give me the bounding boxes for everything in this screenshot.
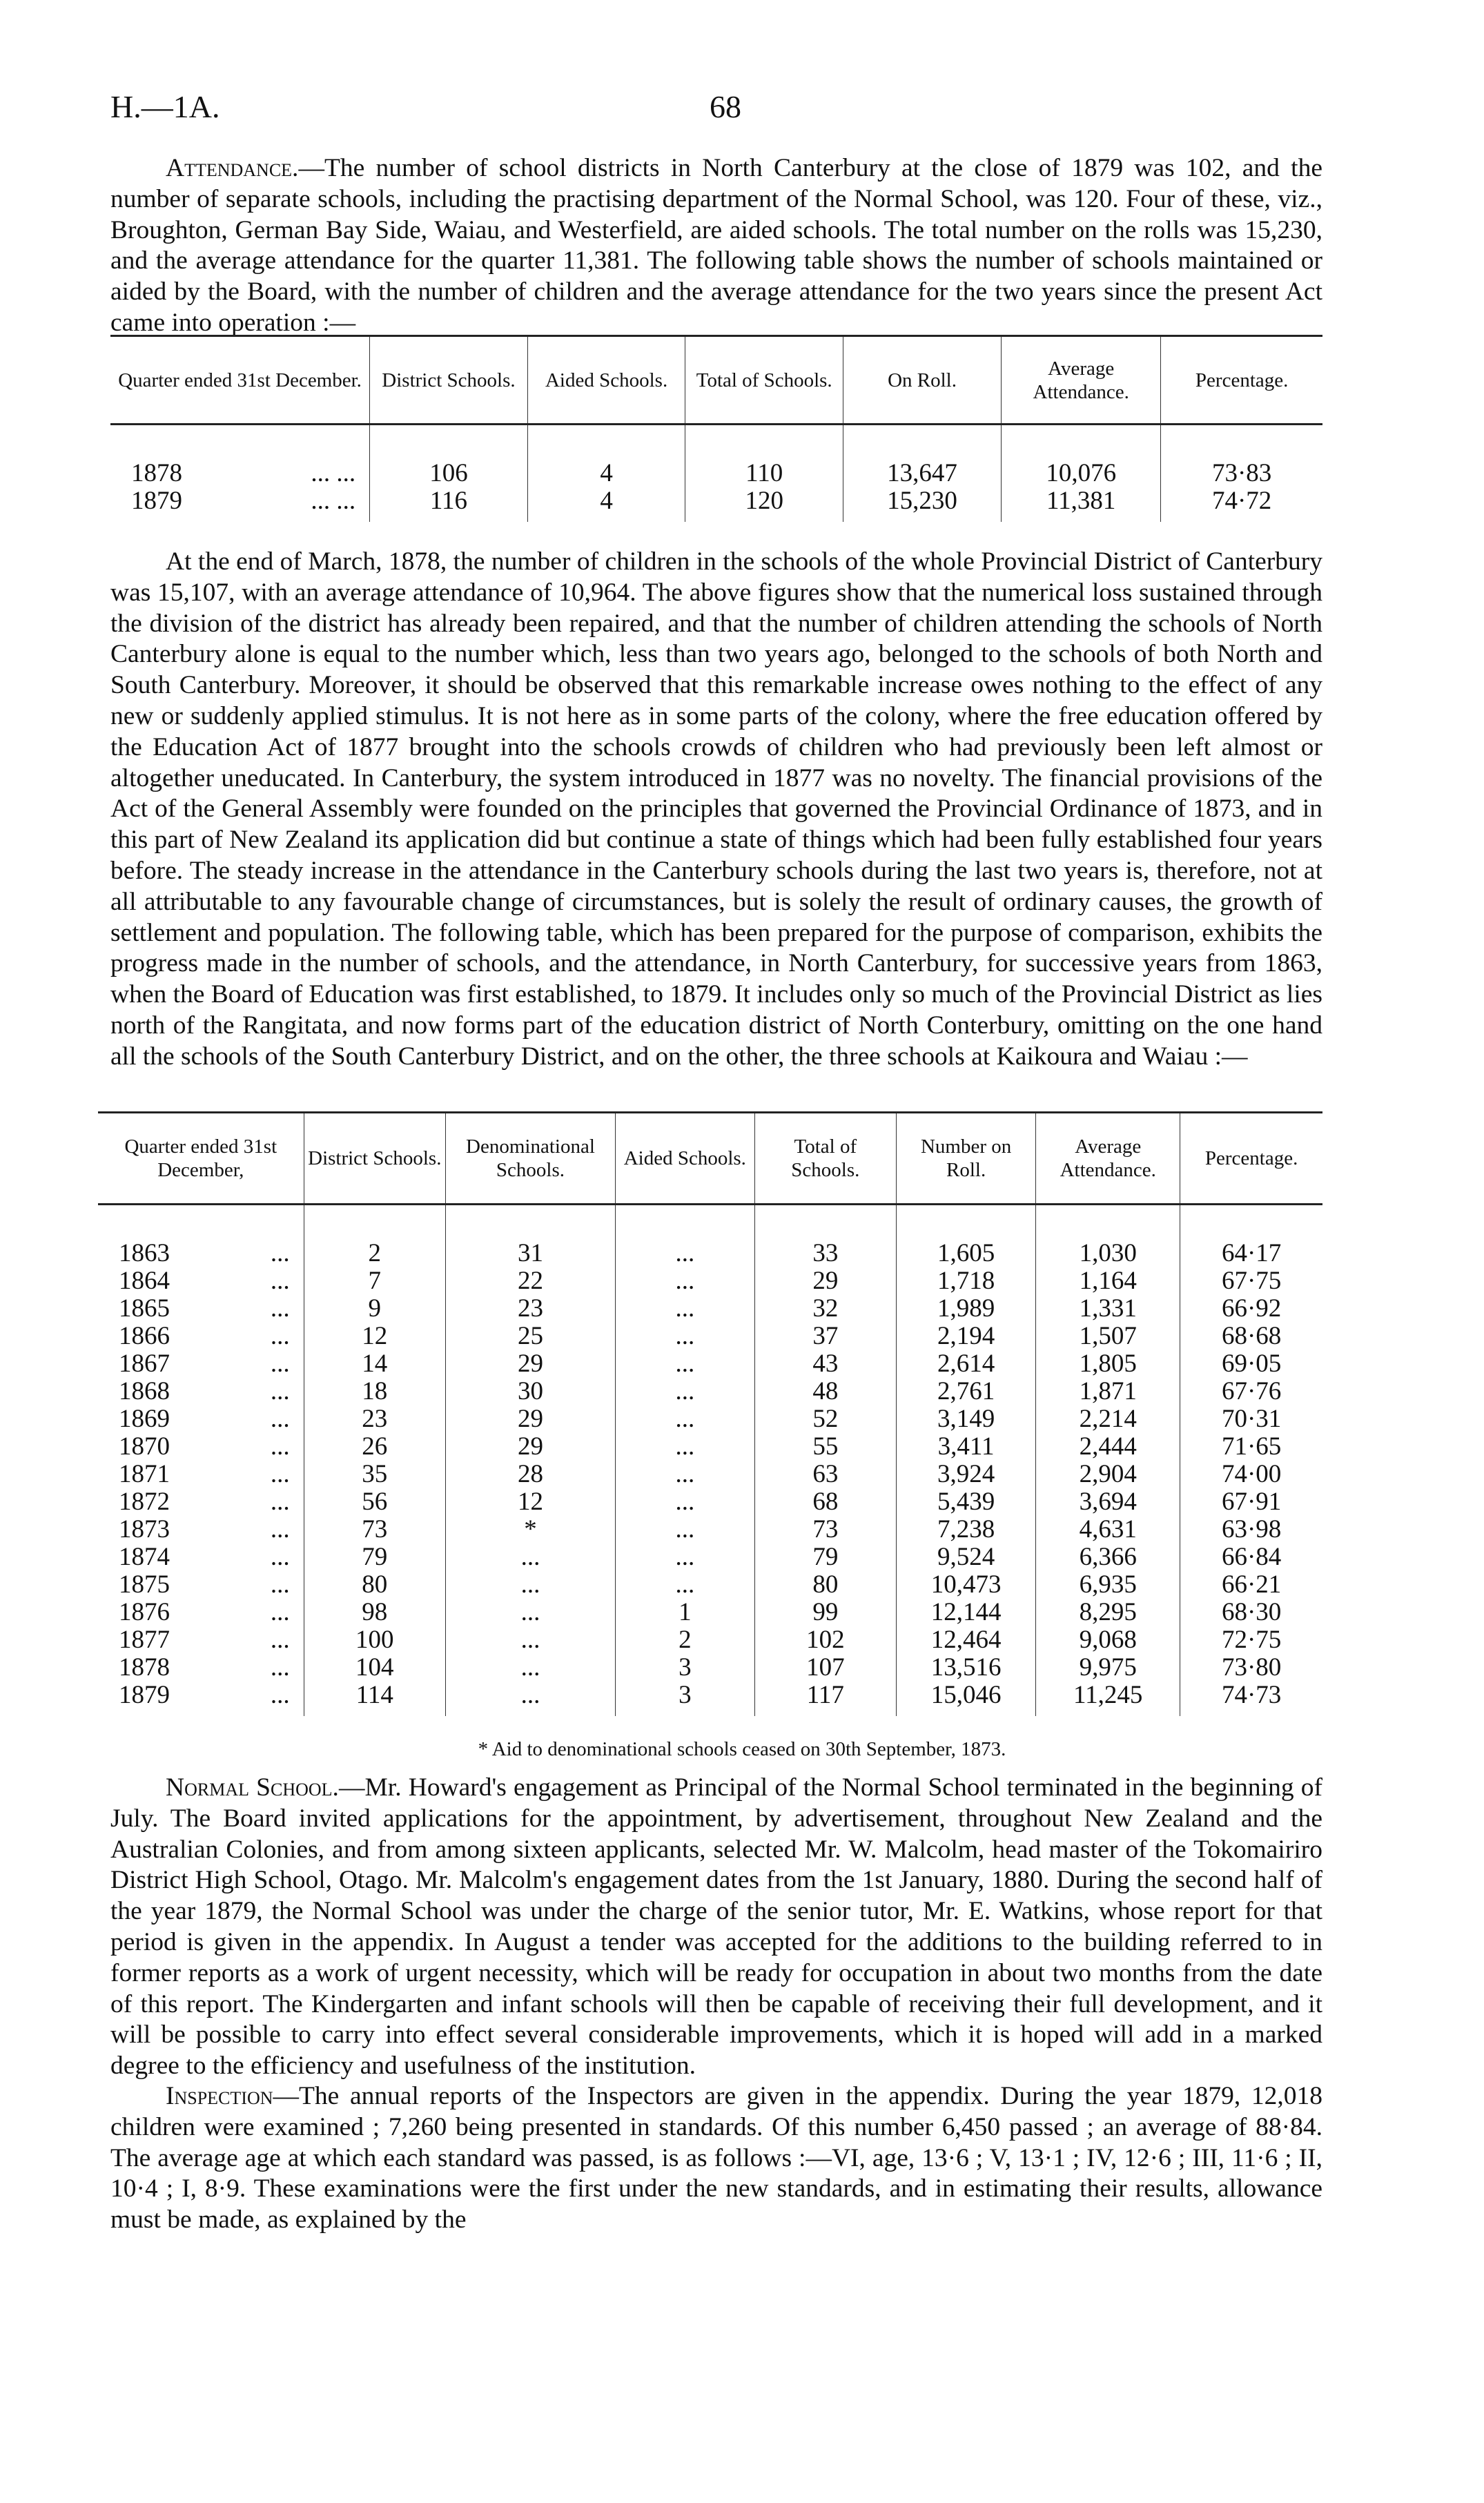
leader-dots: ... xyxy=(270,1653,290,1682)
table-cell: 1,164 xyxy=(1036,1267,1180,1295)
table-cell: ... xyxy=(615,1571,754,1599)
table-cell: 5,439 xyxy=(896,1488,1035,1516)
table-row xyxy=(98,1405,1322,1433)
leader-dots: ... xyxy=(270,1294,290,1323)
table-cell: 79 xyxy=(754,1543,896,1571)
column-header: Percentage. xyxy=(1161,336,1322,425)
table-cell: 31 xyxy=(445,1205,615,1268)
table-cell: 22 xyxy=(445,1267,615,1295)
table-cell: ... xyxy=(615,1205,754,1268)
table-cell: 3 xyxy=(615,1682,754,1716)
table-cell: ... xyxy=(445,1626,615,1654)
normal-school-paragraph xyxy=(110,1773,1322,2082)
table-row xyxy=(98,1488,1322,1516)
year-cell xyxy=(98,1543,304,1571)
table-cell: 120 xyxy=(685,487,843,522)
table-cell: 110 xyxy=(685,425,843,488)
table-cell: 12 xyxy=(304,1323,445,1350)
table-cell: 102 xyxy=(754,1626,896,1654)
table-cell: 4 xyxy=(527,425,685,488)
column-header: Aided Schools. xyxy=(527,336,685,425)
table-cell: ... xyxy=(615,1267,754,1295)
year-cell xyxy=(98,1295,304,1323)
table-cell: 3,411 xyxy=(896,1433,1035,1461)
table-row xyxy=(110,425,1322,488)
table-cell: ... xyxy=(615,1323,754,1350)
table-cell: 1,871 xyxy=(1036,1378,1180,1405)
table-cell: 2,444 xyxy=(1036,1433,1180,1461)
column-header: Number on Roll. xyxy=(896,1113,1035,1205)
table-cell: 80 xyxy=(304,1571,445,1599)
table-cell: 9,068 xyxy=(1036,1626,1180,1654)
year: 1871 xyxy=(119,1460,170,1488)
table-cell: 56 xyxy=(304,1488,445,1516)
table-cell: 15,046 xyxy=(896,1682,1035,1716)
table-cell: 104 xyxy=(304,1654,445,1682)
year-cell xyxy=(98,1682,304,1716)
year: 1864 xyxy=(119,1267,170,1295)
table-cell: 67·76 xyxy=(1180,1378,1322,1405)
column-header: Average Attendance. xyxy=(1036,1113,1180,1205)
table-cell: 2,614 xyxy=(896,1350,1035,1378)
table-cell: 12,464 xyxy=(896,1626,1035,1654)
table-cell: ... xyxy=(445,1543,615,1571)
table-cell: 9,975 xyxy=(1036,1654,1180,1682)
table-row xyxy=(98,1654,1322,1682)
table-cell: 9 xyxy=(304,1295,445,1323)
table-row xyxy=(98,1626,1322,1654)
table-row xyxy=(98,1516,1322,1543)
leader-dots: ... ... xyxy=(311,459,356,487)
table-cell: 48 xyxy=(754,1378,896,1405)
year-cell xyxy=(98,1433,304,1461)
table-cell: 7,238 xyxy=(896,1516,1035,1543)
column-header: District Schools. xyxy=(304,1113,445,1205)
paragraph-text: —The number of school districts in North Canterbury at the close of 1879 was 102, and the number of separate schools, including the practising department of the Normal School, was 120. Four of these, viz., Broughton, German Bay Side, Waiau, and Westerfield, are aided schools. The total number on the rolls was 15,230, and the average attendance for the quarter 11,381. The following table shows the number of schools maintained or aided by the Board, with the number of children and the average attendance for the two years since the present Act came into operation :— xyxy=(110,154,1322,337)
year-cell xyxy=(98,1626,304,1654)
table-cell: 28 xyxy=(445,1461,615,1488)
table-cell: 1,030 xyxy=(1036,1205,1180,1268)
table-cell: 2,214 xyxy=(1036,1405,1180,1433)
leader-dots: ... xyxy=(270,1570,290,1599)
table-row xyxy=(98,1461,1322,1488)
year-cell xyxy=(98,1205,304,1268)
leader-dots: ... xyxy=(270,1239,290,1267)
table-row xyxy=(98,1682,1322,1716)
year-cell xyxy=(98,1654,304,1682)
inspection-paragraph xyxy=(110,2081,1322,2236)
table-cell: 37 xyxy=(754,1323,896,1350)
leader-dots: ... xyxy=(270,1377,290,1405)
year-cell xyxy=(110,425,370,488)
year: 1869 xyxy=(119,1405,170,1433)
table-cell: ... xyxy=(615,1350,754,1378)
leader-dots: ... xyxy=(270,1322,290,1350)
table-cell: 73 xyxy=(304,1516,445,1543)
table-row xyxy=(98,1599,1322,1626)
year-cell xyxy=(98,1267,304,1295)
table-cell: ... xyxy=(615,1461,754,1488)
year: 1878 xyxy=(119,1653,170,1682)
paragraph-text: —Mr. Howard's engagement as Principal of the Normal School terminated in the beginning of July. The Board invited applications for the appointment, by advertisement, throughout New Zealand and the Australian Colonies, and from among sixteen applicants, selected Mr. W. Malcolm, head master of the Tokomairiro District High School, Otago. Mr. Malcolm's engagement dates from the 1st January, 1880. During the second half of the year 1879, the Normal School was under the charge of the senior tutor, Mr. E. Watkins, whose report for that period is given in the appendix. In August a tender was accepted for the additions to the building referred to in former reports as a work of urgent necessity, which will be ready for occupation in about two months from the date of this report. The Kindergarten and infant schools will then be capable of receiving their full development, and it will be possible to carry into effect several considerable improvements, which it is hoped will add in a marked degree to the efficiency and usefulness of the institution. xyxy=(110,1773,1323,2081)
table-cell: 74·72 xyxy=(1161,487,1322,522)
table-cell: 74·73 xyxy=(1180,1682,1322,1716)
column-header: Total of Schools. xyxy=(685,336,843,425)
year-cell xyxy=(98,1405,304,1433)
table-cell: 15,230 xyxy=(843,487,1002,522)
column-header: On Roll. xyxy=(843,336,1002,425)
table-cell: ... xyxy=(445,1571,615,1599)
table-cell: 3,924 xyxy=(896,1461,1035,1488)
footnote: * Aid to denominational schools ceased on 30th September, 1873. xyxy=(478,1738,1006,1760)
comparison-paragraph xyxy=(110,547,1322,1073)
paragraph-text: —The annual reports of the Inspectors are given in the appendix. During the year 1879, 12,018 children were examined ; 7,260 being presented in standards. Of this number 6,450 passed ; an average of 88·84. The average age at which each standard was passed, is as follows :—VI, age, 13·6 ; V, 13·1 ; IV, 12·6 ; III, 11·6 ; II, 10·4 ; I, 8·9. These examinations were the first under the new standards, and in estimating their results, allowance must be made, as explained by the xyxy=(110,2082,1322,2234)
table-cell: 100 xyxy=(304,1626,445,1654)
table-cell: 8,295 xyxy=(1036,1599,1180,1626)
leader-dots: ... xyxy=(270,1681,290,1709)
year-cell xyxy=(98,1599,304,1626)
table-cell: 4,631 xyxy=(1036,1516,1180,1543)
column-header: District Schools. xyxy=(370,336,528,425)
table-row xyxy=(98,1350,1322,1378)
table-cell: 12 xyxy=(445,1488,615,1516)
page-number: 68 xyxy=(710,89,741,124)
table-cell: 29 xyxy=(445,1433,615,1461)
table-cell: * xyxy=(445,1516,615,1543)
section-lead: Attendance. xyxy=(166,154,299,182)
table-row xyxy=(98,1433,1322,1461)
table-cell: 12,144 xyxy=(896,1599,1035,1626)
table-cell: 68·68 xyxy=(1180,1323,1322,1350)
year: 1867 xyxy=(119,1350,170,1378)
table-cell: 114 xyxy=(304,1682,445,1716)
year-cell xyxy=(98,1488,304,1516)
table-cell: 67·75 xyxy=(1180,1267,1322,1295)
table-cell: 98 xyxy=(304,1599,445,1626)
table-cell: 4 xyxy=(527,487,685,522)
year: 1866 xyxy=(119,1322,170,1350)
table-cell: ... xyxy=(445,1654,615,1682)
table-cell: 66·84 xyxy=(1180,1543,1322,1571)
table-cell: 68·30 xyxy=(1180,1599,1322,1626)
leader-dots: ... xyxy=(270,1543,290,1571)
table-cell: 3,149 xyxy=(896,1405,1035,1433)
leader-dots: ... xyxy=(270,1460,290,1488)
year: 1863 xyxy=(119,1239,170,1267)
year: 1879 xyxy=(119,1681,170,1709)
year-cell xyxy=(110,487,370,522)
table-cell: 23 xyxy=(445,1295,615,1323)
table-cell: 7 xyxy=(304,1267,445,1295)
table-cell: ... xyxy=(615,1488,754,1516)
table-cell: 2 xyxy=(304,1205,445,1268)
table-row xyxy=(110,487,1322,522)
table-row xyxy=(98,1378,1322,1405)
table-cell: 80 xyxy=(754,1571,896,1599)
attendance-table-1863-1879 xyxy=(98,1111,1322,1716)
year: 1873 xyxy=(119,1515,170,1543)
attendance-table-1878-1879 xyxy=(110,335,1322,522)
table-cell: ... xyxy=(615,1378,754,1405)
table-row xyxy=(98,1571,1322,1599)
table-cell: 18 xyxy=(304,1378,445,1405)
table-cell: 10,076 xyxy=(1002,425,1161,488)
table-cell: 99 xyxy=(754,1599,896,1626)
table-cell: 64·17 xyxy=(1180,1205,1322,1268)
table-cell: 63 xyxy=(754,1461,896,1488)
table-cell: 2,904 xyxy=(1036,1461,1180,1488)
table-cell: 70·31 xyxy=(1180,1405,1322,1433)
table-cell: 52 xyxy=(754,1405,896,1433)
table-cell: 66·92 xyxy=(1180,1295,1322,1323)
table-cell: 117 xyxy=(754,1682,896,1716)
table-cell: 67·91 xyxy=(1180,1488,1322,1516)
column-header: Denominational Schools. xyxy=(445,1113,615,1205)
table-cell: ... xyxy=(445,1599,615,1626)
year-cell xyxy=(98,1461,304,1488)
year-cell xyxy=(98,1571,304,1599)
table-cell: 1,805 xyxy=(1036,1350,1180,1378)
table-cell: 13,516 xyxy=(896,1654,1035,1682)
table-cell: 33 xyxy=(754,1205,896,1268)
table-cell: 30 xyxy=(445,1378,615,1405)
report-reference: H.—1A. xyxy=(110,89,220,124)
leader-dots: ... xyxy=(270,1598,290,1626)
year: 1876 xyxy=(119,1598,170,1626)
column-header: Quarter ended 31st December. xyxy=(118,369,362,391)
table-cell: 6,935 xyxy=(1036,1571,1180,1599)
table-cell: ... xyxy=(615,1405,754,1433)
table-cell: 43 xyxy=(754,1350,896,1378)
table-cell: 73 xyxy=(754,1516,896,1543)
year-cell xyxy=(98,1323,304,1350)
table-cell: 1,507 xyxy=(1036,1323,1180,1350)
table-row xyxy=(98,1295,1322,1323)
table-cell: 32 xyxy=(754,1295,896,1323)
table-cell: 1 xyxy=(615,1599,754,1626)
table-cell: 74·00 xyxy=(1180,1461,1322,1488)
leader-dots: ... xyxy=(270,1267,290,1295)
column-header: Average Attendance. xyxy=(1002,336,1161,425)
table-cell: 10,473 xyxy=(896,1571,1035,1599)
table-cell: ... xyxy=(615,1295,754,1323)
year-cell xyxy=(98,1516,304,1543)
table-cell: 55 xyxy=(754,1433,896,1461)
table-cell: 73·83 xyxy=(1161,425,1322,488)
leader-dots: ... xyxy=(270,1350,290,1378)
table-cell: 68 xyxy=(754,1488,896,1516)
table-cell: 3,694 xyxy=(1036,1488,1180,1516)
year: 1874 xyxy=(119,1543,170,1571)
table-cell: 1,605 xyxy=(896,1205,1035,1268)
table-cell: ... xyxy=(615,1433,754,1461)
table-cell: 9,524 xyxy=(896,1543,1035,1571)
table-cell: 14 xyxy=(304,1350,445,1378)
table-cell: 1,331 xyxy=(1036,1295,1180,1323)
year: 1865 xyxy=(119,1294,170,1323)
table-cell: 35 xyxy=(304,1461,445,1488)
section-lead: Normal School. xyxy=(166,1773,339,1802)
section-lead: Inspection xyxy=(166,2082,273,2110)
leader-dots: ... xyxy=(270,1515,290,1543)
table-cell: 106 xyxy=(370,425,528,488)
table-row xyxy=(98,1543,1322,1571)
table-cell: 1,989 xyxy=(896,1295,1035,1323)
table-cell: 6,366 xyxy=(1036,1543,1180,1571)
year-cell xyxy=(98,1378,304,1405)
year: 1872 xyxy=(119,1488,170,1516)
table-cell: ... xyxy=(615,1516,754,1543)
table-cell: 25 xyxy=(445,1323,615,1350)
table-cell: ... xyxy=(445,1682,615,1716)
column-header: Aided Schools. xyxy=(615,1113,754,1205)
table-cell: 11,245 xyxy=(1036,1682,1180,1716)
year-cell xyxy=(98,1350,304,1378)
leader-dots: ... ... xyxy=(311,487,356,515)
table-cell: 71·65 xyxy=(1180,1433,1322,1461)
table-cell: 79 xyxy=(304,1543,445,1571)
table-cell: 2,761 xyxy=(896,1378,1035,1405)
table-cell: 29 xyxy=(754,1267,896,1295)
leader-dots: ... xyxy=(270,1626,290,1654)
year: 1875 xyxy=(119,1570,170,1599)
table-cell: 11,381 xyxy=(1002,487,1161,522)
table-cell: 63·98 xyxy=(1180,1516,1322,1543)
table-row xyxy=(98,1323,1322,1350)
table-cell: 23 xyxy=(304,1405,445,1433)
table-row xyxy=(98,1205,1322,1268)
leader-dots: ... xyxy=(270,1405,290,1433)
year: 1870 xyxy=(119,1432,170,1461)
table-cell: ... xyxy=(615,1543,754,1571)
table-cell: 13,647 xyxy=(843,425,1002,488)
table-cell: 2 xyxy=(615,1626,754,1654)
column-header: Percentage. xyxy=(1180,1113,1322,1205)
table-cell: 73·80 xyxy=(1180,1654,1322,1682)
table-cell: 29 xyxy=(445,1350,615,1378)
column-header: Total of Schools. xyxy=(754,1113,896,1205)
year: 1878 xyxy=(131,459,182,487)
table-cell: 26 xyxy=(304,1433,445,1461)
table-cell: 66·21 xyxy=(1180,1571,1322,1599)
attendance-paragraph xyxy=(110,153,1322,339)
table-cell: 69·05 xyxy=(1180,1350,1322,1378)
year: 1868 xyxy=(119,1377,170,1405)
column-header: Quarter ended 31st December, xyxy=(124,1136,277,1181)
table-cell: 3 xyxy=(615,1654,754,1682)
leader-dots: ... xyxy=(270,1488,290,1516)
year: 1877 xyxy=(119,1626,170,1654)
table-cell: 2,194 xyxy=(896,1323,1035,1350)
table-cell: 116 xyxy=(370,487,528,522)
leader-dots: ... xyxy=(270,1432,290,1461)
table-cell: 72·75 xyxy=(1180,1626,1322,1654)
paragraph-text: At the end of March, 1878, the number of children in the schools of the whole Provincial District of Canterbury was 15,107, with an average attendance of 10,964. The above figures show that the numerical loss sustained through the division of the district has already been repaired, and that the number of children attending the schools of North Canterbury alone is equal to the number which, less than two years ago, belonged to the schools of both North and South Canterbury. Moreover, it should be observed that this remarkable increase owes nothing to the effect of any new or suddenly applied stimulus. It is not here as in some parts of the colony, where the free education offered by the Education Act of 1877 brought into the schools crowds of children who had previously been left almost or altogether uneducated. In Canterbury, the system introduced in 1877 was no novelty. The financial provisions of the Act of the General Assembly were founded on the principles that governed the Provincial Ordinance of 1873, and in this part of New Zealand its application did but continue a state of things which had been fully established four years before. The steady increase in the attendance in the Canterbury schools during the last two years is, therefore, not at all attributable to any favourable change of circumstances, but is solely the result of ordinary causes, the growth of settlement and population. The following table, which has been prepared for the purpose of comparison, exhibits the progress made in the number of schools, and the attendance, in North Canterbury, for successive years from 1863, when the Board of Education was first established, to 1879. It includes only so much of the Provincial District as lies north of the Rangitata, and now forms part of the education district of North Conterbury, omitting on the one hand all the schools of the South Canterbury District, and on the other, the three schools at Kaikoura and Waiau :— xyxy=(110,547,1322,1071)
table-cell: 107 xyxy=(754,1654,896,1682)
table-cell: 29 xyxy=(445,1405,615,1433)
year: 1879 xyxy=(131,487,182,515)
table-row xyxy=(98,1267,1322,1295)
table-cell: 1,718 xyxy=(896,1267,1035,1295)
